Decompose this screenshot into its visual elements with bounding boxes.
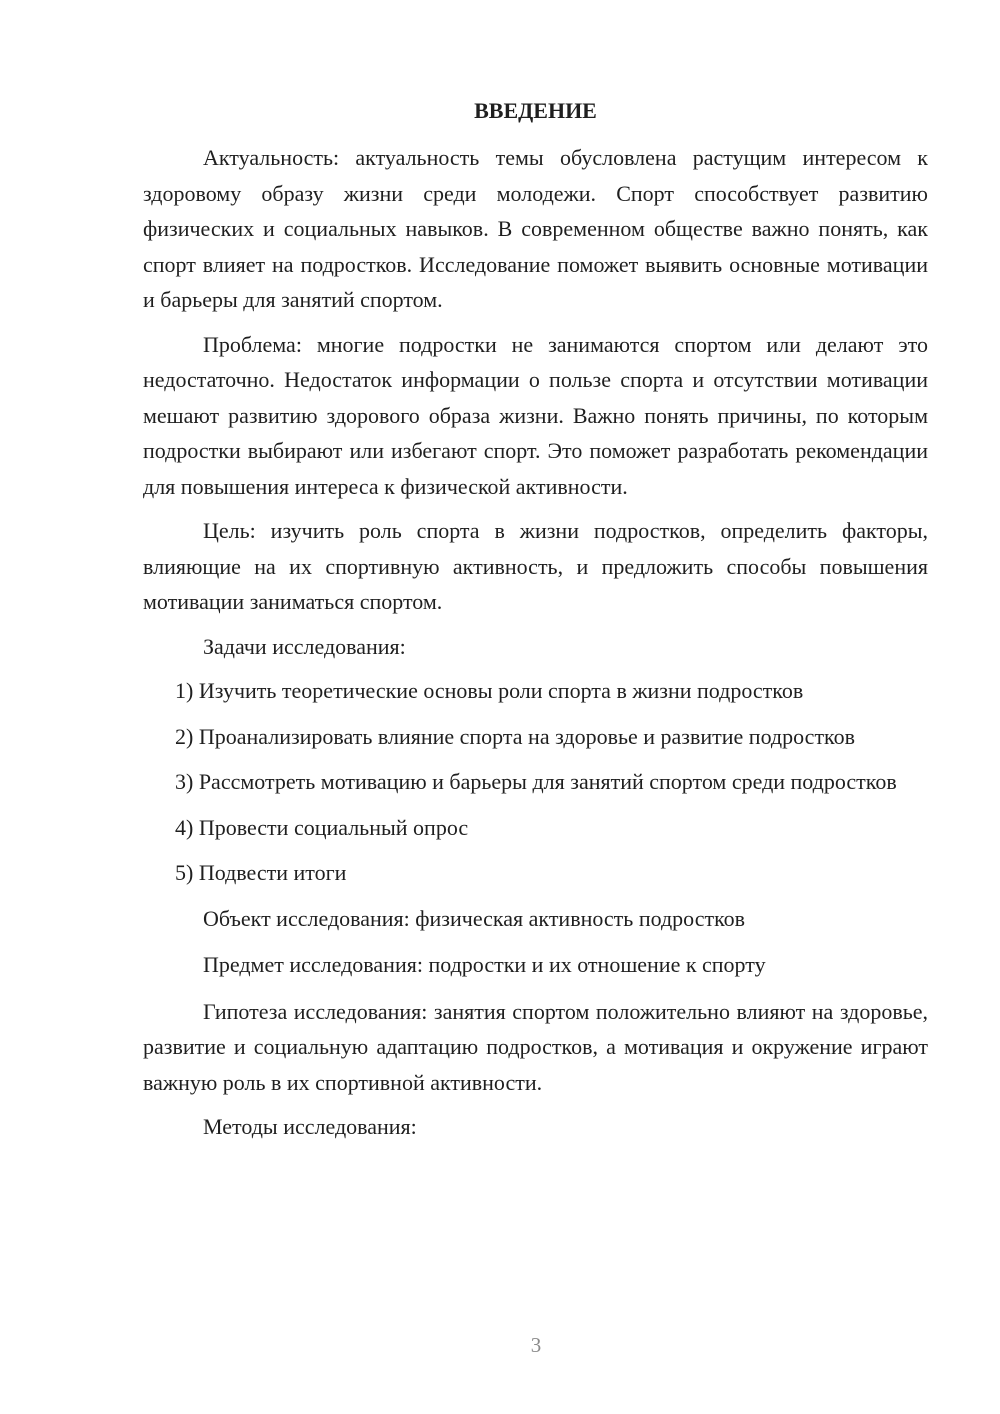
document-page xyxy=(143,96,928,1154)
research-object: Объект исследования: физическая активность подростков xyxy=(203,905,746,931)
task-item: 5) Подвести итоги xyxy=(175,860,347,885)
relevance-paragraph: Актуальность: актуальность темы обусловлена растущим интересом к здоровому образу жизни среди молодежи. Спорт способствует развитию физических и социальных навыков. В современном обществе важно понять, как спорт влияет на подростков. Исследование поможет выявить основные мотивации и барьеры для занятий спортом. xyxy=(143,145,928,312)
research-subject: Предмет исследования: подростки и их отношение к спорту xyxy=(203,952,766,977)
section-heading: ВВЕДЕНИЕ xyxy=(474,98,597,123)
page-number: 3 xyxy=(530,1333,542,1357)
tasks-heading: Задачи исследования: xyxy=(203,633,406,659)
task-item: 4) Провести социальный опрос xyxy=(175,814,469,840)
task-item: 1) Изучить теоретические основы роли спорта в жизни подростков xyxy=(175,678,804,703)
task-item: 2) Проанализировать влияние спорта на здоровье и развитие подростков xyxy=(175,723,856,749)
research-hypothesis: Гипотеза исследования: занятия спортом положительно влияют на здоровье, развитие и социальную адаптацию подростков, а мотивация и окружение играют важную роль в их спортивной активности. xyxy=(143,998,928,1095)
research-methods: Методы исследования: xyxy=(203,1114,417,1139)
goal-paragraph: Цель: изучить роль спорта в жизни подростков, определить факторы, влияющие на их спортивную активность, и предложить способы повышения мотивации заниматься спортом. xyxy=(143,518,928,614)
task-item: 3) Рассмотреть мотивацию и барьеры для занятий спортом среди подростков xyxy=(175,769,897,794)
problem-paragraph: Проблема: многие подростки не занимаются спортом или делают это недостаточно. Недостаток информации о пользе спорта и отсутствии мотивации мешают развитию здорового образа жизни. Важно понять причины, по которым подростки выбирают или избегают спорт. Это поможет разработать рекомендации для повышения интереса к физической активности. xyxy=(143,331,928,499)
